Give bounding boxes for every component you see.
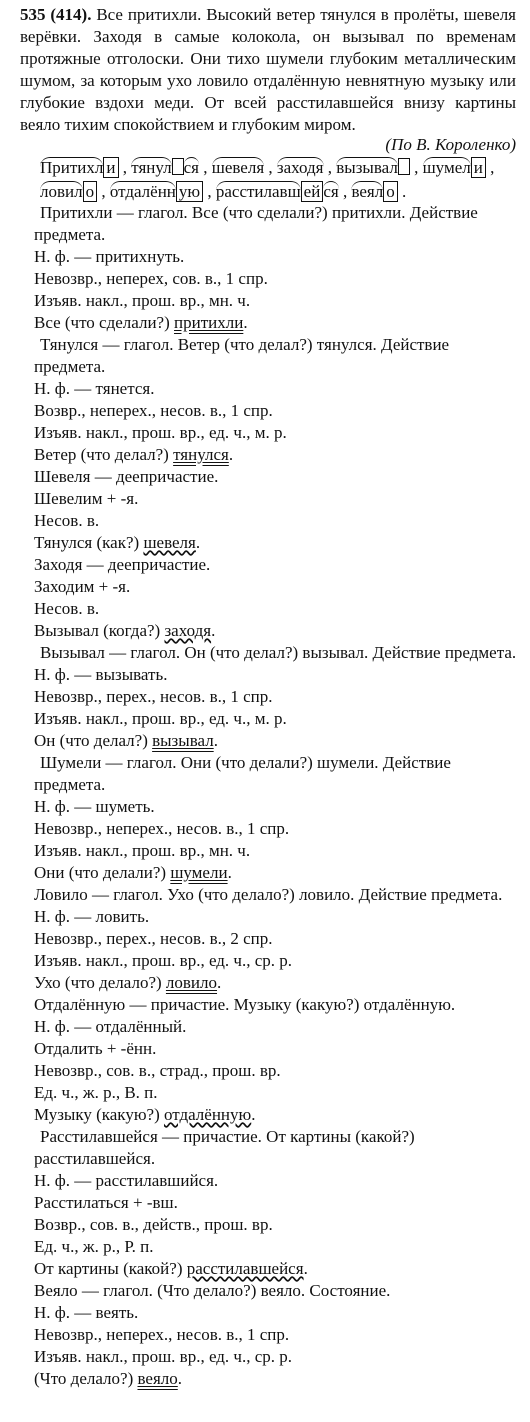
definition-line: Расстилавшейся — причастие. От картины (какой?) расстилавшейся. — [34, 1127, 415, 1168]
analysis-line: Ед. ч., ж. р., Р. п. — [34, 1237, 154, 1256]
morpheme-ending: и — [103, 157, 118, 178]
analysis-line: Заходим + -я. — [34, 577, 131, 596]
analysis-line: Изъяв. накл., прош. вр., мн. ч. — [34, 291, 251, 310]
morpheme-null-ending — [398, 158, 410, 175]
morpheme-analysis — [40, 156, 520, 204]
morpheme-postfix: ся — [183, 158, 199, 177]
line-text: (Что делало?) — [34, 1369, 138, 1388]
underlined-word: притихли — [174, 313, 244, 332]
analysis-line — [34, 532, 520, 554]
line-text: . — [211, 621, 216, 640]
separator: , — [264, 158, 277, 177]
analysis-line — [34, 620, 520, 642]
analysis-line: Шевелим + -я. — [34, 489, 139, 508]
underlined-word: ловило — [165, 973, 218, 992]
morpheme-root: веял — [351, 182, 384, 201]
analysis-line: Н. ф. — притихнуть. — [34, 247, 185, 266]
analysis-line: Изъяв. накл., прош. вр., ед. ч., м. р. — [34, 423, 287, 442]
separator: , — [118, 158, 132, 177]
morpheme-word — [40, 157, 119, 178]
morpheme-ending: и — [471, 157, 486, 178]
morpheme-root: шевеля — [211, 158, 265, 177]
analysis-line: Отдалённую — причастие. Музыку (какую?) отдалённую. — [34, 995, 456, 1014]
morpheme-root: вызывал — [336, 158, 398, 177]
definition-line: Притихли — глагол. Все (что сделали?) притихли. Действие предмета. — [34, 203, 478, 244]
analysis-line: Н. ф. — шуметь. — [34, 797, 155, 816]
analysis-line: Изъяв. накл., прош. вр., ед. ч., м. р. — [34, 709, 287, 728]
line-text: . — [251, 1105, 256, 1124]
analysis-line: Невозвр., неперех., несов. в., 1 спр. — [34, 1325, 290, 1344]
morpheme-root: тянул — [131, 158, 172, 177]
underlined-word: шумели — [170, 863, 228, 882]
line-text: . — [177, 1369, 183, 1388]
morpheme-word — [351, 181, 397, 202]
morpheme-word — [336, 158, 410, 177]
analysis-line: Н. ф. — тянется. — [34, 379, 155, 398]
morpheme-root: отдалённ — [109, 182, 176, 201]
morpheme-ending: о — [83, 181, 98, 202]
morpheme-ending: ей — [301, 181, 324, 202]
underlined-word: расстилавшейся — [186, 1259, 304, 1278]
analysis-line — [34, 312, 520, 334]
morpheme-word — [131, 158, 199, 177]
analysis-line: Н. ф. — вызывать. — [34, 665, 168, 684]
separator: . — [397, 182, 407, 201]
analysis-line — [34, 862, 520, 884]
morpheme-word — [277, 157, 324, 177]
morpheme-word — [423, 157, 486, 178]
analysis-line — [34, 730, 520, 752]
analysis-line: Возвр., сов. в., действ., прош. вр. — [34, 1215, 273, 1234]
line-text: Тянулся (как?) — [34, 533, 144, 552]
line-text: Музыку (какую?) — [34, 1105, 164, 1124]
underlined-word: тянулся — [173, 445, 229, 464]
definition-line: Шумели — глагол. Они (что делали?) шумели. Действие предмета. — [34, 753, 451, 794]
line-text: Они (что делали?) — [34, 863, 171, 882]
analysis-line: Невозвр., сов. в., страд., прош. вр. — [34, 1061, 281, 1080]
separator: , — [203, 182, 216, 201]
morpheme-word — [216, 181, 339, 202]
morpheme-root: заходя — [276, 158, 324, 177]
exercise-text — [20, 4, 516, 136]
analysis-body — [34, 202, 520, 1390]
line-text: . — [213, 731, 218, 750]
underlined-word: шевеля — [143, 533, 196, 552]
line-text: . — [303, 1259, 308, 1278]
separator: , — [97, 182, 110, 201]
analysis-line — [34, 444, 520, 466]
analysis-line — [34, 1258, 520, 1280]
analysis-line — [34, 1368, 520, 1390]
line-text: . — [217, 973, 222, 992]
analysis-line: Невозвр., перех., несов. в., 2 спр. — [34, 929, 273, 948]
separator: , — [409, 158, 423, 177]
analysis-line: Отдалить + -ённ. — [34, 1039, 157, 1058]
analysis-line: Расстилаться + -вш. — [34, 1193, 178, 1212]
morpheme-root: Притихл — [40, 158, 104, 177]
analysis-line: Изъяв. накл., прош. вр., ед. ч., ср. р. — [34, 951, 293, 970]
analysis-line: Изъяв. накл., прош. вр., мн. ч. — [34, 841, 251, 860]
line-text: . — [195, 533, 201, 552]
separator: , — [198, 158, 212, 177]
separator: , — [323, 158, 337, 177]
analysis-line: Заходя — деепричастие. — [34, 555, 211, 574]
underlined-word: веяло — [137, 1369, 178, 1388]
line-text: . — [243, 313, 248, 332]
analysis-line: Н. ф. — веять. — [34, 1303, 139, 1322]
line-text: Вызывал (когда?) — [34, 621, 165, 640]
analysis-line: Изъяв. накл., прош. вр., ед. ч., ср. р. — [34, 1347, 293, 1366]
definition-line: Вызывал — глагол. Он (что делал?) вызывал. Действие предмета. — [40, 643, 517, 662]
line-text: Ухо (что делало?) — [34, 973, 166, 992]
morpheme-root: расстилавш — [215, 182, 301, 201]
morpheme-ending: о — [383, 181, 398, 202]
morpheme-postfix: ся — [323, 182, 339, 201]
line-text: Он (что делал?) — [34, 731, 153, 750]
line-text: . — [228, 445, 234, 464]
morpheme-word — [212, 157, 264, 177]
underlined-word: отдалённую — [163, 1105, 252, 1124]
underlined-word: вызывал — [152, 731, 214, 750]
morpheme-line-2 — [40, 180, 520, 204]
underlined-word: заходя — [164, 621, 212, 640]
analysis-line: Ед. ч., ж. р., В. п. — [34, 1083, 158, 1102]
morpheme-root: шумел — [422, 158, 471, 177]
analysis-line: Несов. в. — [34, 599, 100, 618]
analysis-line: Шевеля — деепричастие. — [34, 467, 219, 486]
morpheme-root: ловил — [40, 182, 83, 201]
analysis-line: Веяло — глагол. (Что делало?) веяло. Состояние. — [34, 1281, 391, 1300]
morpheme-word — [110, 181, 203, 202]
analysis-line: Несов. в. — [34, 511, 100, 530]
author-credit: (По В. Короленко) — [385, 135, 516, 154]
definition-line: Тянулся — глагол. Ветер (что делал?) тянулся. Действие предмета. — [34, 335, 450, 376]
morpheme-line-1 — [40, 156, 520, 180]
analysis-line: Ловило — глагол. Ухо (что делало?) ловило. Действие предмета. — [34, 885, 503, 904]
analysis-line: Н. ф. — ловить. — [34, 907, 150, 926]
morpheme-word — [40, 181, 97, 202]
analysis-line: Невозвр., перех., несов. в., 1 спр. — [34, 687, 273, 706]
analysis-line — [34, 1104, 520, 1126]
separator: , — [485, 158, 495, 177]
line-text: От картины (какой?) — [34, 1259, 187, 1278]
analysis-line: Возвр., неперех., несов. в., 1 спр. — [34, 401, 273, 420]
analysis-line: Невозвр., неперех, сов. в., 1 спр. — [34, 269, 268, 288]
analysis-line — [34, 972, 520, 994]
analysis-line: Н. ф. — отдалённый. — [34, 1017, 187, 1036]
morpheme-ending: ую — [176, 181, 203, 202]
exercise-body: Все притихли. Высокий ветер тянулся в пролёты, шевеля верёвки. Заходя в самые колокола, он вызывал по временам протяжные отголоски. Они тихо шумели глубоким металлическим шумом, за которым ухо ловило отдалённую невнятную музыку или глубокие вздохи меди. От всей расстилавшейся внизу картины веяло тихим спокойствием и глубоким миром. — [20, 5, 516, 134]
line-text: Ветер (что делал?) — [34, 445, 174, 464]
analysis-line: Невозвр., неперех., несов. в., 1 спр. — [34, 819, 290, 838]
morpheme-null-ending — [172, 158, 184, 175]
line-text: Все (что сделали?) — [34, 313, 175, 332]
exercise-number: 535 (414). — [20, 5, 92, 24]
analysis-line: Н. ф. — расстилавшийся. — [34, 1171, 219, 1190]
separator: , — [338, 182, 352, 201]
line-text: . — [227, 863, 232, 882]
